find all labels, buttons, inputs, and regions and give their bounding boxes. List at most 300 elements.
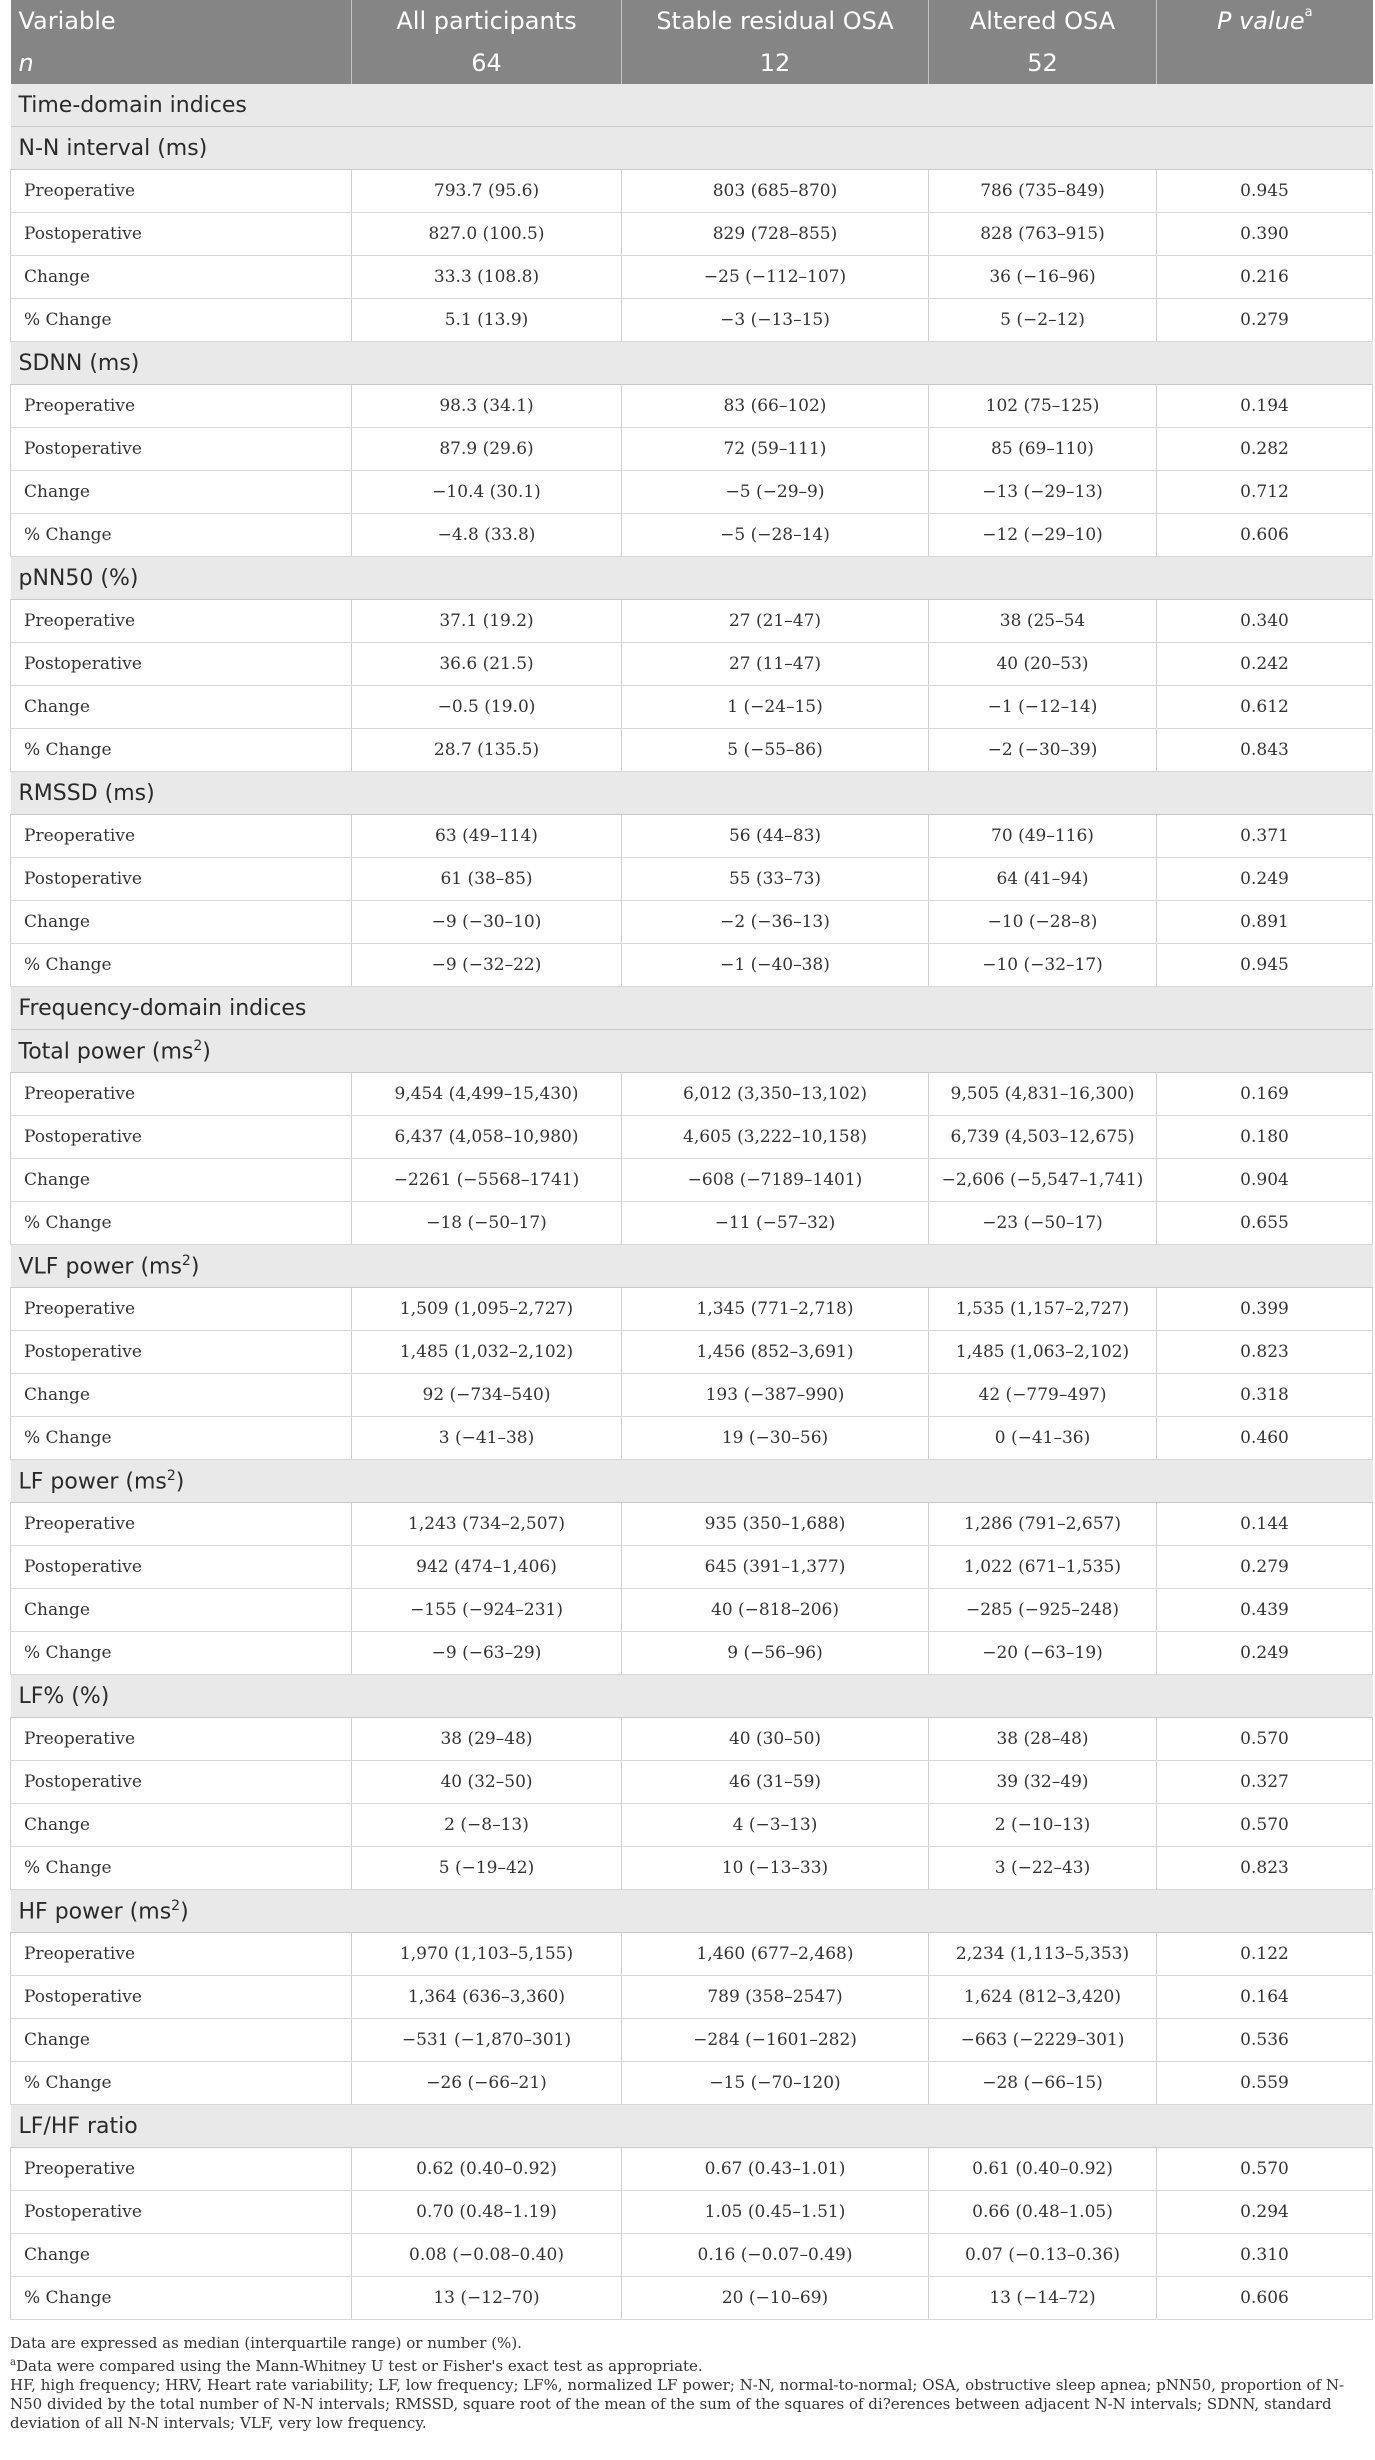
stable-residual-osa-cell: −5 (−28–14) bbox=[622, 514, 929, 557]
altered-osa-cell: −28 (−66–15) bbox=[929, 2062, 1157, 2105]
section-header-row bbox=[11, 127, 1373, 170]
section-title: HF power (ms bbox=[18, 1899, 172, 1925]
stable-residual-osa-cell: 4 (−3–13) bbox=[622, 1804, 929, 1847]
section-title: RMSSD (ms) bbox=[18, 780, 155, 806]
table-row bbox=[11, 299, 1373, 342]
table-row bbox=[11, 2234, 1373, 2277]
altered-osa-cell: −20 (−63–19) bbox=[929, 1632, 1157, 1675]
section-header bbox=[11, 1675, 1373, 1718]
section-title: Frequency-domain indices bbox=[18, 995, 307, 1021]
table-container bbox=[10, 0, 1370, 2433]
p-value-cell: 0.570 bbox=[1157, 1804, 1373, 1847]
section-header bbox=[11, 772, 1373, 815]
stable-residual-osa-cell: 935 (350–1,688) bbox=[622, 1503, 929, 1546]
altered-osa-cell: 0.61 (0.40–0.92) bbox=[929, 2148, 1157, 2191]
altered-osa-cell: 70 (49–116) bbox=[929, 815, 1157, 858]
section-header bbox=[11, 1245, 1373, 1288]
row-label-cell: % Change bbox=[11, 2062, 352, 2105]
n-row bbox=[11, 42, 1373, 84]
table-row bbox=[11, 1116, 1373, 1159]
all-participants-cell: 98.3 (34.1) bbox=[352, 385, 622, 428]
section-header bbox=[11, 987, 1373, 1030]
section-header bbox=[11, 127, 1373, 170]
p-value-cell: 0.891 bbox=[1157, 901, 1373, 944]
row-label-cell: % Change bbox=[11, 1417, 352, 1460]
p-value-cell: 0.712 bbox=[1157, 471, 1373, 514]
header-stable-residual-osa: Stable residual OSA bbox=[622, 0, 929, 42]
table-row bbox=[11, 1417, 1373, 1460]
table-row bbox=[11, 729, 1373, 772]
all-participants-cell: 827.0 (100.5) bbox=[352, 213, 622, 256]
altered-osa-cell: 6,739 (4,503–12,675) bbox=[929, 1116, 1157, 1159]
header-row bbox=[11, 0, 1373, 42]
p-value-cell: 0.294 bbox=[1157, 2191, 1373, 2234]
stable-residual-osa-cell: 829 (728–855) bbox=[622, 213, 929, 256]
row-label-cell: % Change bbox=[11, 944, 352, 987]
stable-residual-osa-cell: 645 (391–1,377) bbox=[622, 1546, 929, 1589]
stable-residual-osa-cell: −284 (−1601–282) bbox=[622, 2019, 929, 2062]
all-participants-cell: 9,454 (4,499–15,430) bbox=[352, 1073, 622, 1116]
section-title: VLF power (ms bbox=[18, 1254, 182, 1280]
section-header bbox=[11, 1030, 1373, 1073]
p-value-cell: 0.606 bbox=[1157, 514, 1373, 557]
all-participants-cell: 0.62 (0.40–0.92) bbox=[352, 2148, 622, 2191]
row-label-cell: Postoperative bbox=[11, 1761, 352, 1804]
section-title: LF/HF ratio bbox=[18, 2113, 138, 2139]
row-label-cell: Postoperative bbox=[11, 1116, 352, 1159]
p-value-cell: 0.282 bbox=[1157, 428, 1373, 471]
section-header-row bbox=[11, 1030, 1373, 1073]
section-header-row bbox=[11, 1675, 1373, 1718]
p-value-cell: 0.242 bbox=[1157, 643, 1373, 686]
row-label-cell: % Change bbox=[11, 1202, 352, 1245]
altered-osa-cell: 40 (20–53) bbox=[929, 643, 1157, 686]
stable-residual-osa-cell: 55 (33–73) bbox=[622, 858, 929, 901]
row-label-cell: % Change bbox=[11, 729, 352, 772]
table-row bbox=[11, 1976, 1373, 2019]
footnote-data-expression: Data are expressed as median (interquartile range) or number (%). bbox=[10, 2334, 522, 2352]
stable-residual-osa-cell: −5 (−29–9) bbox=[622, 471, 929, 514]
all-participants-cell: 13 (−12–70) bbox=[352, 2277, 622, 2320]
table-row bbox=[11, 1159, 1373, 1202]
table-row bbox=[11, 1847, 1373, 1890]
stable-residual-osa-cell: −2 (−36–13) bbox=[622, 901, 929, 944]
altered-osa-cell: 2 (−10–13) bbox=[929, 1804, 1157, 1847]
row-label-cell: Postoperative bbox=[11, 1976, 352, 2019]
table-row bbox=[11, 1546, 1373, 1589]
p-value-cell: 0.606 bbox=[1157, 2277, 1373, 2320]
row-label-cell: Preoperative bbox=[11, 1933, 352, 1976]
header-variable: Variable bbox=[11, 0, 352, 42]
p-value-cell: 0.327 bbox=[1157, 1761, 1373, 1804]
header-p-value bbox=[1157, 0, 1373, 42]
row-label-cell: Preoperative bbox=[11, 2148, 352, 2191]
table-row bbox=[11, 2019, 1373, 2062]
row-label-cell: Preoperative bbox=[11, 1503, 352, 1546]
all-participants-cell: −26 (−66–21) bbox=[352, 2062, 622, 2105]
row-label-cell: Preoperative bbox=[11, 600, 352, 643]
all-participants-cell: 6,437 (4,058–10,980) bbox=[352, 1116, 622, 1159]
stable-residual-osa-cell: −3 (−13–15) bbox=[622, 299, 929, 342]
header-p-value-label: P value bbox=[1216, 7, 1305, 35]
table-row bbox=[11, 1761, 1373, 1804]
table-row bbox=[11, 428, 1373, 471]
all-participants-cell: 63 (49–114) bbox=[352, 815, 622, 858]
footnote-abbreviations: HF, high frequency; HRV, Heart rate variability; LF, low frequency; LF%, normalized LF power; N-N, normal-to-normal; OSA, obstructive sleep apnea; pNN50, proportion of N-N50 divided by the total number of N-N intervals; RMSSD, square root of the mean of the sum of the squares of di?erences between adjacent N-N intervals; SDNN, standard deviation of all N-N intervals; VLF, very low frequency. bbox=[10, 2376, 1345, 2432]
p-value-cell: 0.559 bbox=[1157, 2062, 1373, 2105]
table-row bbox=[11, 514, 1373, 557]
stable-residual-osa-cell: 9 (−56–96) bbox=[622, 1632, 929, 1675]
table-row bbox=[11, 2062, 1373, 2105]
altered-osa-cell: 0.66 (0.48–1.05) bbox=[929, 2191, 1157, 2234]
altered-osa-cell: 13 (−14–72) bbox=[929, 2277, 1157, 2320]
table-row bbox=[11, 600, 1373, 643]
p-value-cell: 0.570 bbox=[1157, 2148, 1373, 2191]
altered-osa-cell: −2,606 (−5,547–1,741) bbox=[929, 1159, 1157, 1202]
stable-residual-osa-cell: 193 (−387–990) bbox=[622, 1374, 929, 1417]
section-title: LF power (ms bbox=[18, 1469, 167, 1495]
p-value-cell: 0.318 bbox=[1157, 1374, 1373, 1417]
stable-residual-osa-cell: 1,345 (771–2,718) bbox=[622, 1288, 929, 1331]
p-value-cell: 0.945 bbox=[1157, 170, 1373, 213]
table-header bbox=[11, 0, 1373, 84]
table-row bbox=[11, 1073, 1373, 1116]
stable-residual-osa-cell: 27 (11–47) bbox=[622, 643, 929, 686]
footnote-statistics-text: Data were compared using the Mann-Whitney U test or Fisher's exact test as appropriate. bbox=[15, 2357, 703, 2375]
stable-residual-osa-cell: 1,456 (852–3,691) bbox=[622, 1331, 929, 1374]
row-label-cell: Preoperative bbox=[11, 385, 352, 428]
altered-osa-cell: −12 (−29–10) bbox=[929, 514, 1157, 557]
altered-osa-cell: −13 (−29–13) bbox=[929, 471, 1157, 514]
all-participants-cell: 92 (−734–540) bbox=[352, 1374, 622, 1417]
p-value-cell: 0.843 bbox=[1157, 729, 1373, 772]
table-row bbox=[11, 1374, 1373, 1417]
p-value-cell: 0.904 bbox=[1157, 1159, 1373, 1202]
section-header bbox=[11, 1460, 1373, 1503]
altered-osa-cell: −663 (−2229–301) bbox=[929, 2019, 1157, 2062]
section-title: Time-domain indices bbox=[18, 92, 247, 118]
table-row bbox=[11, 2277, 1373, 2320]
p-value-cell: 0.249 bbox=[1157, 858, 1373, 901]
altered-osa-cell: −10 (−28–8) bbox=[929, 901, 1157, 944]
all-participants-cell: 1,509 (1,095–2,727) bbox=[352, 1288, 622, 1331]
n-all: 64 bbox=[352, 42, 622, 84]
row-label-cell: Change bbox=[11, 686, 352, 729]
section-title: SDNN (ms) bbox=[18, 350, 140, 376]
stable-residual-osa-cell: 5 (−55–86) bbox=[622, 729, 929, 772]
footnote-statistics-sup: a bbox=[10, 2357, 16, 2368]
stable-residual-osa-cell: 10 (−13–33) bbox=[622, 1847, 929, 1890]
section-header-row bbox=[11, 987, 1373, 1030]
footnote-statistics bbox=[10, 2353, 1372, 2376]
all-participants-cell: −9 (−63–29) bbox=[352, 1632, 622, 1675]
n-pvalue bbox=[1157, 42, 1373, 84]
row-label-cell: Postoperative bbox=[11, 428, 352, 471]
n-label-text: n bbox=[18, 49, 34, 77]
table-body bbox=[11, 84, 1373, 2320]
p-value-cell: 0.460 bbox=[1157, 1417, 1373, 1460]
stable-residual-osa-cell: 27 (21–47) bbox=[622, 600, 929, 643]
altered-osa-cell: 0 (−41–36) bbox=[929, 1417, 1157, 1460]
all-participants-cell: 2 (−8–13) bbox=[352, 1804, 622, 1847]
row-label-cell: Change bbox=[11, 1159, 352, 1202]
stable-residual-osa-cell: −11 (−57–32) bbox=[622, 1202, 929, 1245]
stable-residual-osa-cell: 1,460 (677–2,468) bbox=[622, 1933, 929, 1976]
row-label-cell: % Change bbox=[11, 2277, 352, 2320]
row-label-cell: Postoperative bbox=[11, 858, 352, 901]
altered-osa-cell: 1,535 (1,157–2,727) bbox=[929, 1288, 1157, 1331]
p-value-cell: 0.371 bbox=[1157, 815, 1373, 858]
row-label-cell: % Change bbox=[11, 299, 352, 342]
row-label-cell: Postoperative bbox=[11, 1546, 352, 1589]
section-header-row bbox=[11, 772, 1373, 815]
section-header bbox=[11, 1890, 1373, 1933]
stable-residual-osa-cell: −1 (−40–38) bbox=[622, 944, 929, 987]
row-label-cell: Preoperative bbox=[11, 1073, 352, 1116]
row-label-cell: Preoperative bbox=[11, 170, 352, 213]
table-row bbox=[11, 385, 1373, 428]
stable-residual-osa-cell: 1 (−24–15) bbox=[622, 686, 929, 729]
altered-osa-cell: 0.07 (−0.13–0.36) bbox=[929, 2234, 1157, 2277]
all-participants-cell: 36.6 (21.5) bbox=[352, 643, 622, 686]
altered-osa-cell: 42 (−779–497) bbox=[929, 1374, 1157, 1417]
all-participants-cell: 0.70 (0.48–1.19) bbox=[352, 2191, 622, 2234]
p-value-cell: 0.399 bbox=[1157, 1288, 1373, 1331]
section-header bbox=[11, 2105, 1373, 2148]
header-all-participants: All participants bbox=[352, 0, 622, 42]
all-participants-cell: −0.5 (19.0) bbox=[352, 686, 622, 729]
all-participants-cell: 793.7 (95.6) bbox=[352, 170, 622, 213]
table-footnotes bbox=[10, 2334, 1372, 2433]
section-title-sup: 2 bbox=[166, 1467, 176, 1484]
section-header-row bbox=[11, 84, 1373, 127]
header-altered-osa: Altered OSA bbox=[929, 0, 1157, 42]
altered-osa-cell: 3 (−22–43) bbox=[929, 1847, 1157, 1890]
table-row bbox=[11, 643, 1373, 686]
p-value-cell: 0.570 bbox=[1157, 1718, 1373, 1761]
row-label-cell: Preoperative bbox=[11, 815, 352, 858]
altered-osa-cell: 5 (−2–12) bbox=[929, 299, 1157, 342]
section-header-row bbox=[11, 557, 1373, 600]
row-label-cell: Change bbox=[11, 901, 352, 944]
stable-residual-osa-cell: 1.05 (0.45–1.51) bbox=[622, 2191, 929, 2234]
row-label-cell: Change bbox=[11, 2019, 352, 2062]
altered-osa-cell: 64 (41–94) bbox=[929, 858, 1157, 901]
row-label-cell: Change bbox=[11, 1374, 352, 1417]
p-value-cell: 0.180 bbox=[1157, 1116, 1373, 1159]
table-row bbox=[11, 2191, 1373, 2234]
all-participants-cell: −9 (−30–10) bbox=[352, 901, 622, 944]
stable-residual-osa-cell: 789 (358–2547) bbox=[622, 1976, 929, 2019]
row-label-cell: % Change bbox=[11, 1632, 352, 1675]
table-row bbox=[11, 1632, 1373, 1675]
row-label-cell: Preoperative bbox=[11, 1718, 352, 1761]
p-value-cell: 0.122 bbox=[1157, 1933, 1373, 1976]
n-label bbox=[11, 42, 352, 84]
p-value-cell: 0.655 bbox=[1157, 1202, 1373, 1245]
all-participants-cell: −4.8 (33.8) bbox=[352, 514, 622, 557]
row-label-cell: Change bbox=[11, 1804, 352, 1847]
section-title-suffix: ) bbox=[175, 1469, 185, 1495]
altered-osa-cell: 1,022 (671–1,535) bbox=[929, 1546, 1157, 1589]
p-value-cell: 0.249 bbox=[1157, 1632, 1373, 1675]
table-row bbox=[11, 2148, 1373, 2191]
section-header-row bbox=[11, 1245, 1373, 1288]
table-row bbox=[11, 213, 1373, 256]
altered-osa-cell: 2,234 (1,113–5,353) bbox=[929, 1933, 1157, 1976]
n-stable: 12 bbox=[622, 42, 929, 84]
table-row bbox=[11, 1331, 1373, 1374]
all-participants-cell: −531 (−1,870–301) bbox=[352, 2019, 622, 2062]
table-row bbox=[11, 471, 1373, 514]
table-row bbox=[11, 1503, 1373, 1546]
stable-residual-osa-cell: −608 (−7189–1401) bbox=[622, 1159, 929, 1202]
section-title-suffix: ) bbox=[202, 1039, 211, 1065]
table-row bbox=[11, 686, 1373, 729]
p-value-cell: 0.169 bbox=[1157, 1073, 1373, 1116]
section-header bbox=[11, 84, 1373, 127]
table-row bbox=[11, 256, 1373, 299]
section-header bbox=[11, 557, 1373, 600]
all-participants-cell: 3 (−41–38) bbox=[352, 1417, 622, 1460]
all-participants-cell: 28.7 (135.5) bbox=[352, 729, 622, 772]
all-participants-cell: 61 (38–85) bbox=[352, 858, 622, 901]
row-label-cell: Postoperative bbox=[11, 2191, 352, 2234]
section-title: pNN50 (%) bbox=[18, 565, 139, 591]
stable-residual-osa-cell: 72 (59–111) bbox=[622, 428, 929, 471]
row-label-cell: Postoperative bbox=[11, 213, 352, 256]
stable-residual-osa-cell: 803 (685–870) bbox=[622, 170, 929, 213]
altered-osa-cell: 9,505 (4,831–16,300) bbox=[929, 1073, 1157, 1116]
altered-osa-cell: −2 (−30–39) bbox=[929, 729, 1157, 772]
row-label-cell: Change bbox=[11, 1589, 352, 1632]
p-value-cell: 0.945 bbox=[1157, 944, 1373, 987]
all-participants-cell: 5 (−19–42) bbox=[352, 1847, 622, 1890]
all-participants-cell: 38 (29–48) bbox=[352, 1718, 622, 1761]
section-title-sup: 2 bbox=[193, 1037, 203, 1054]
section-title: Total power (ms bbox=[18, 1039, 194, 1065]
row-label-cell: % Change bbox=[11, 514, 352, 557]
all-participants-cell: 33.3 (108.8) bbox=[352, 256, 622, 299]
stable-residual-osa-cell: 40 (−818–206) bbox=[622, 1589, 929, 1632]
table-row bbox=[11, 944, 1373, 987]
hrv-table bbox=[10, 0, 1373, 2320]
altered-osa-cell: −285 (−925–248) bbox=[929, 1589, 1157, 1632]
table-row bbox=[11, 1288, 1373, 1331]
p-value-cell: 0.194 bbox=[1157, 385, 1373, 428]
all-participants-cell: 1,970 (1,103–5,155) bbox=[352, 1933, 622, 1976]
stable-residual-osa-cell: 0.16 (−0.07–0.49) bbox=[622, 2234, 929, 2277]
p-value-cell: 0.144 bbox=[1157, 1503, 1373, 1546]
altered-osa-cell: 36 (−16–96) bbox=[929, 256, 1157, 299]
all-participants-cell: 5.1 (13.9) bbox=[352, 299, 622, 342]
altered-osa-cell: 1,286 (791–2,657) bbox=[929, 1503, 1157, 1546]
section-header-row bbox=[11, 2105, 1373, 2148]
stable-residual-osa-cell: −15 (−70–120) bbox=[622, 2062, 929, 2105]
section-header-row bbox=[11, 1890, 1373, 1933]
stable-residual-osa-cell: 83 (66–102) bbox=[622, 385, 929, 428]
section-header bbox=[11, 342, 1373, 385]
table-row bbox=[11, 815, 1373, 858]
altered-osa-cell: 38 (25–54 bbox=[929, 600, 1157, 643]
stable-residual-osa-cell: 56 (44–83) bbox=[622, 815, 929, 858]
stable-residual-osa-cell: 0.67 (0.43–1.01) bbox=[622, 2148, 929, 2191]
table-row bbox=[11, 1718, 1373, 1761]
stable-residual-osa-cell: 20 (−10–69) bbox=[622, 2277, 929, 2320]
table-row bbox=[11, 170, 1373, 213]
section-header-row bbox=[11, 342, 1373, 385]
altered-osa-cell: 85 (69–110) bbox=[929, 428, 1157, 471]
all-participants-cell: 87.9 (29.6) bbox=[352, 428, 622, 471]
altered-osa-cell: 102 (75–125) bbox=[929, 385, 1157, 428]
p-value-cell: 0.390 bbox=[1157, 213, 1373, 256]
table-row bbox=[11, 1202, 1373, 1245]
all-participants-cell: 40 (32–50) bbox=[352, 1761, 622, 1804]
stable-residual-osa-cell: 46 (31–59) bbox=[622, 1761, 929, 1804]
all-participants-cell: −2261 (−5568–1741) bbox=[352, 1159, 622, 1202]
row-label-cell: % Change bbox=[11, 1847, 352, 1890]
all-participants-cell: 0.08 (−0.08–0.40) bbox=[352, 2234, 622, 2277]
p-value-cell: 0.164 bbox=[1157, 1976, 1373, 2019]
row-label-cell: Change bbox=[11, 2234, 352, 2277]
stable-residual-osa-cell: 6,012 (3,350–13,102) bbox=[622, 1073, 929, 1116]
altered-osa-cell: 39 (32–49) bbox=[929, 1761, 1157, 1804]
p-value-cell: 0.439 bbox=[1157, 1589, 1373, 1632]
row-label-cell: Postoperative bbox=[11, 643, 352, 686]
all-participants-cell: 37.1 (19.2) bbox=[352, 600, 622, 643]
altered-osa-cell: 1,485 (1,063–2,102) bbox=[929, 1331, 1157, 1374]
row-label-cell: Preoperative bbox=[11, 1288, 352, 1331]
section-title-sup: 2 bbox=[171, 1897, 181, 1914]
altered-osa-cell: 828 (763–915) bbox=[929, 213, 1157, 256]
n-altered: 52 bbox=[929, 42, 1157, 84]
altered-osa-cell: 786 (735–849) bbox=[929, 170, 1157, 213]
table-row bbox=[11, 901, 1373, 944]
table-row bbox=[11, 1804, 1373, 1847]
section-title-sup: 2 bbox=[181, 1252, 191, 1269]
altered-osa-cell: −1 (−12–14) bbox=[929, 686, 1157, 729]
section-header-row bbox=[11, 1460, 1373, 1503]
p-value-cell: 0.310 bbox=[1157, 2234, 1373, 2277]
p-value-cell: 0.340 bbox=[1157, 600, 1373, 643]
row-label-cell: Postoperative bbox=[11, 1331, 352, 1374]
altered-osa-cell: −23 (−50–17) bbox=[929, 1202, 1157, 1245]
row-label-cell: Change bbox=[11, 471, 352, 514]
all-participants-cell: 1,243 (734–2,507) bbox=[352, 1503, 622, 1546]
p-value-cell: 0.823 bbox=[1157, 1331, 1373, 1374]
p-value-cell: 0.823 bbox=[1157, 1847, 1373, 1890]
stable-residual-osa-cell: 4,605 (3,222–10,158) bbox=[622, 1116, 929, 1159]
stable-residual-osa-cell: 19 (−30–56) bbox=[622, 1417, 929, 1460]
stable-residual-osa-cell: 40 (30–50) bbox=[622, 1718, 929, 1761]
header-p-value-sup: a bbox=[1304, 5, 1313, 20]
p-value-cell: 0.536 bbox=[1157, 2019, 1373, 2062]
all-participants-cell: −155 (−924–231) bbox=[352, 1589, 622, 1632]
all-participants-cell: −18 (−50–17) bbox=[352, 1202, 622, 1245]
table-row bbox=[11, 1589, 1373, 1632]
all-participants-cell: 1,364 (636–3,360) bbox=[352, 1976, 622, 2019]
altered-osa-cell: −10 (−32–17) bbox=[929, 944, 1157, 987]
all-participants-cell: −10.4 (30.1) bbox=[352, 471, 622, 514]
stable-residual-osa-cell: −25 (−112–107) bbox=[622, 256, 929, 299]
p-value-cell: 0.279 bbox=[1157, 1546, 1373, 1589]
row-label-cell: Change bbox=[11, 256, 352, 299]
section-title-suffix: ) bbox=[180, 1899, 189, 1925]
altered-osa-cell: 38 (28–48) bbox=[929, 1718, 1157, 1761]
table-row bbox=[11, 858, 1373, 901]
section-title: LF% (%) bbox=[18, 1683, 110, 1709]
table-row bbox=[11, 1933, 1373, 1976]
